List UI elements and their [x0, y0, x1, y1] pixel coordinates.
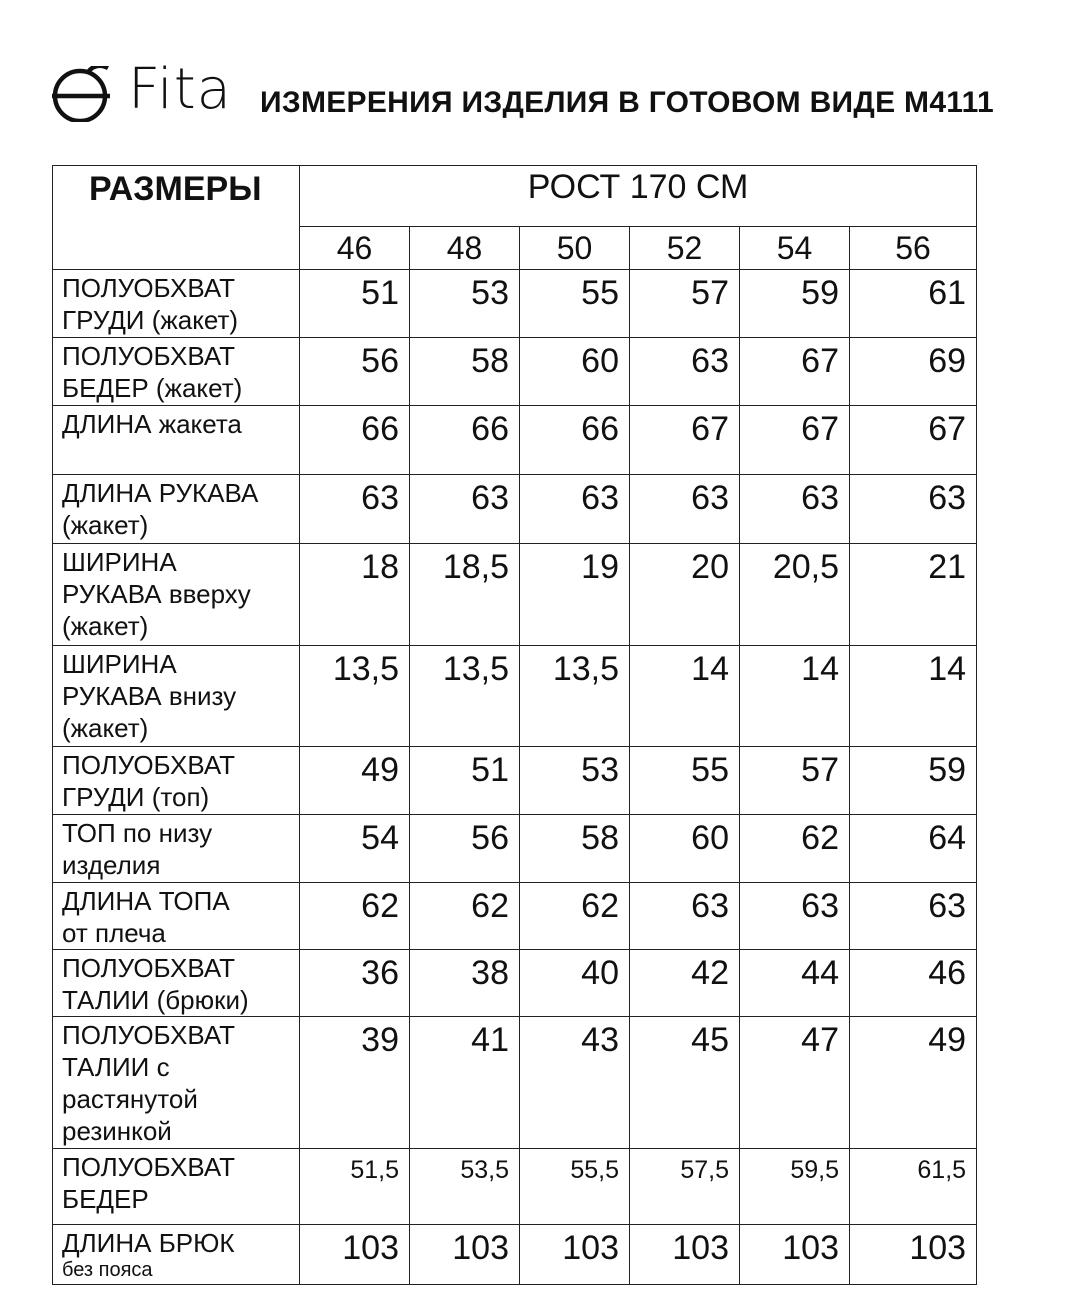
measurement-value: 64: [850, 815, 977, 883]
table-row: [53, 815, 977, 883]
measurement-value: 14: [630, 646, 740, 747]
measurement-value: 62: [410, 883, 520, 950]
measurement-label-text: ПОЛУОБХВАТ ТАЛИИ с растянутой резинкой: [62, 1020, 236, 1146]
table-row: [53, 544, 977, 646]
measurement-value: 55,5: [520, 1149, 630, 1225]
measurement-value: 63: [410, 475, 520, 544]
measurement-value: 49: [850, 1017, 977, 1149]
fita-logo-icon: [50, 66, 128, 122]
measurement-value: 103: [850, 1225, 977, 1285]
measurement-value: 56: [300, 338, 410, 406]
measurement-value: 63: [850, 883, 977, 950]
page-header: [50, 58, 1030, 138]
page-title: ИЗМЕРЕНИЯ ИЗДЕЛИЯ В ГОТОВОМ ВИДЕ М4111: [260, 86, 994, 119]
sizes-header: РАЗМЕРЫ: [53, 166, 300, 270]
measurement-value: 58: [520, 815, 630, 883]
measurement-value: 53: [520, 747, 630, 815]
measurement-value: 63: [740, 883, 850, 950]
measurement-value: 53,5: [410, 1149, 520, 1225]
measurement-value: 40: [520, 950, 630, 1017]
measurement-label: [53, 950, 300, 1017]
size-header-cell: 54: [740, 227, 850, 270]
measurement-value: 19: [520, 544, 630, 646]
size-header-cell: 50: [520, 227, 630, 270]
size-table: [52, 165, 977, 1285]
measurement-value: 38: [410, 950, 520, 1017]
measurement-value: 51,5: [300, 1149, 410, 1225]
measurement-value: 63: [630, 883, 740, 950]
measurement-value: 63: [630, 475, 740, 544]
measurement-value: 57: [630, 270, 740, 338]
measurement-value: 67: [850, 406, 977, 475]
measurement-label-text: ДЛИНА БРЮК: [62, 1228, 235, 1258]
table-row: [53, 646, 977, 747]
measurement-value: 39: [300, 1017, 410, 1149]
measurement-value: 13,5: [410, 646, 520, 747]
measurement-value: 63: [630, 338, 740, 406]
measurement-label: [53, 475, 300, 544]
measurement-value: 18,5: [410, 544, 520, 646]
height-header: РОСТ 170 СМ: [300, 166, 977, 227]
measurement-value: 67: [740, 338, 850, 406]
measurement-label-text: ДЛИНА РУКАВА (жакет): [62, 478, 259, 540]
table-row: [53, 406, 977, 475]
measurement-label: [53, 1225, 300, 1285]
table-body: [53, 270, 977, 1285]
measurement-value: 59,5: [740, 1149, 850, 1225]
measurement-value: 36: [300, 950, 410, 1017]
measurement-label: [53, 883, 300, 950]
measurement-value: 59: [850, 747, 977, 815]
measurement-label: [53, 747, 300, 815]
measurement-value: 51: [410, 747, 520, 815]
measurement-value: 67: [740, 406, 850, 475]
measurement-value: 62: [740, 815, 850, 883]
measurement-value: 103: [410, 1225, 520, 1285]
measurement-label-text: ШИРИНА РУКАВА вверху (жакет): [62, 547, 251, 641]
measurement-value: 51: [300, 270, 410, 338]
measurement-value: 103: [520, 1225, 630, 1285]
measurement-value: 67: [630, 406, 740, 475]
size-header-cell: 48: [410, 227, 520, 270]
size-header-cell: 56: [850, 227, 977, 270]
measurement-value: 43: [520, 1017, 630, 1149]
measurement-value: 56: [410, 815, 520, 883]
measurement-label: [53, 406, 300, 475]
measurement-label-text: ПОЛУОБХВАТ ГРУДИ (топ): [62, 750, 236, 812]
measurement-label-text: ДЛИНА жакета: [62, 409, 242, 439]
measurement-value: 20,5: [740, 544, 850, 646]
measurement-value: 103: [740, 1225, 850, 1285]
measurement-value: 63: [300, 475, 410, 544]
table-row: [53, 1225, 977, 1285]
table-row: [53, 1017, 977, 1149]
measurement-value: 47: [740, 1017, 850, 1149]
measurement-value: 103: [300, 1225, 410, 1285]
measurement-value: 60: [520, 338, 630, 406]
measurement-label-text: ПОЛУОБХВАТ ТАЛИИ (брюки): [62, 953, 249, 1015]
measurement-label-text: ТОП по низу изделия: [62, 818, 213, 880]
table-row: [53, 950, 977, 1017]
measurement-value: 103: [630, 1225, 740, 1285]
measurement-label: [53, 270, 300, 338]
measurement-value: 18: [300, 544, 410, 646]
measurement-value: 57: [740, 747, 850, 815]
measurement-value: 63: [520, 475, 630, 544]
brand-logo: [50, 58, 240, 128]
size-header-cell: 46: [300, 227, 410, 270]
measurement-value: 41: [410, 1017, 520, 1149]
table-row: [53, 270, 977, 338]
measurement-value: 58: [410, 338, 520, 406]
measurement-sublabel: без пояса: [62, 1259, 153, 1281]
measurement-value: 46: [850, 950, 977, 1017]
measurement-value: 63: [740, 475, 850, 544]
measurement-label: [53, 1149, 300, 1225]
measurement-label-text: ПОЛУОБХВАТ БЕДЕР (жакет): [62, 341, 243, 403]
measurement-value: 45: [630, 1017, 740, 1149]
measurement-value: 57,5: [630, 1149, 740, 1225]
measurement-value: 21: [850, 544, 977, 646]
measurement-value: 61,5: [850, 1149, 977, 1225]
measurement-value: 20: [630, 544, 740, 646]
measurement-value: 62: [520, 883, 630, 950]
measurement-value: 13,5: [300, 646, 410, 747]
table-row: [53, 338, 977, 406]
measurement-value: 55: [520, 270, 630, 338]
measurement-value: 54: [300, 815, 410, 883]
measurement-value: 55: [630, 747, 740, 815]
measurement-value: 66: [520, 406, 630, 475]
table-row: [53, 883, 977, 950]
measurement-value: 53: [410, 270, 520, 338]
measurement-label-text: ПОЛУОБХВАТ ГРУДИ (жакет): [62, 273, 239, 335]
measurement-value: 42: [630, 950, 740, 1017]
measurement-value: 66: [410, 406, 520, 475]
table-row: [53, 1149, 977, 1225]
measurement-label: [53, 815, 300, 883]
measurement-value: 63: [850, 475, 977, 544]
measurement-value: 61: [850, 270, 977, 338]
measurement-label-text: ДЛИНА ТОПА от плеча: [62, 886, 230, 948]
measurement-value: 14: [740, 646, 850, 747]
measurement-value: 60: [630, 815, 740, 883]
measurement-value: 66: [300, 406, 410, 475]
measurement-label-text: ШИРИНА РУКАВА внизу (жакет): [62, 649, 237, 743]
table-row: [53, 475, 977, 544]
measurement-value: 13,5: [520, 646, 630, 747]
measurement-value: 59: [740, 270, 850, 338]
measurement-value: 62: [300, 883, 410, 950]
brand-name: Fita: [128, 57, 232, 122]
measurement-label-text: ПОЛУОБХВАТ БЕДЕР: [62, 1152, 236, 1214]
measurement-label: [53, 646, 300, 747]
measurement-label: [53, 338, 300, 406]
measurement-value: 44: [740, 950, 850, 1017]
measurement-value: 14: [850, 646, 977, 747]
measurement-value: 69: [850, 338, 977, 406]
size-header-cell: 52: [630, 227, 740, 270]
measurement-label: [53, 544, 300, 646]
table-row: [53, 747, 977, 815]
measurement-value: 49: [300, 747, 410, 815]
measurement-label: [53, 1017, 300, 1149]
